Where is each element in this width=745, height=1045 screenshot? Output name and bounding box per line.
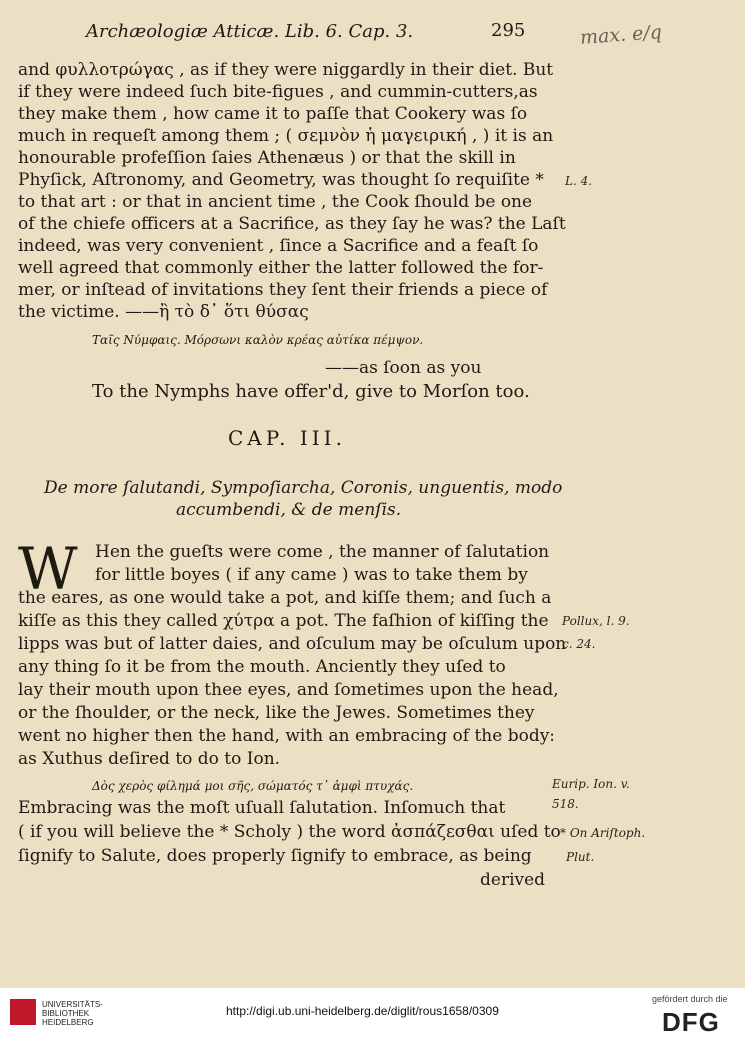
library-logo-icon [10, 999, 36, 1025]
chapter-line: ſignify to Salute, does properly ſignify to embrace, as being [18, 846, 532, 866]
body-line: much in requeſt among them ; ( σεμνὸν ἡ μαγειρική , ) it is an [18, 126, 554, 146]
chapter-line: Embracing was the moſt uſuall ſalutation. Inſomuch that [18, 798, 506, 818]
verse-english-1: ——as ſoon as you [325, 358, 482, 378]
funding-caption: gefördert durch die [652, 994, 728, 1004]
drop-cap: W [18, 535, 78, 603]
library-line-1: UNIVERSITÄTS- [42, 1000, 103, 1009]
greek-verse: Ταῖς Νύμφαις. Μόρσωνι καλὸν κρέας αὐτίκα πέμψον. [92, 333, 424, 347]
chapter-line: lay their mouth upon thee eyes, and ſometimes upon the head, [18, 680, 559, 700]
chapter-line: kiſſe as this they called χύτρα a pot. The faſhion of kiſſing the [18, 611, 549, 631]
chapter-line: the eares, as one would take a pot, and kiſſe them; and ſuch a [18, 588, 552, 608]
chapter-line: Hen the gueſts were come , the manner of ſalutation [95, 542, 550, 562]
body-line: mer, or inſtead of invitations they ſent their friends a piece of [18, 280, 548, 300]
body-line: they make them , how came it to paſſe that Cookery was ſo [18, 104, 528, 124]
library-line-3: HEIDELBERG [42, 1018, 94, 1027]
verse-english-2: To the Nymphs have offer'd, give to Morſon too. [92, 381, 530, 402]
greek-quote: Δὸς χερὸς φίλημά μοι σῆς, σώματός τ᾽ ἀμφὶ πτυχάς. [92, 779, 414, 793]
margin-note-plut: Plut. [566, 850, 595, 864]
permalink[interactable]: http://digi.ub.uni-heidelberg.de/diglit/rous1658/0309 [226, 1004, 499, 1018]
chapter-line: as Xuthus deſired to do to Ion. [18, 749, 281, 769]
margin-note-c24: c. 24. [562, 637, 596, 651]
handwritten-note: max. e/q [579, 21, 663, 49]
chapter-line: went no higher then the hand, with an embracing of the body: [18, 726, 556, 746]
chapter-title: CAP. III. [228, 426, 346, 450]
chapter-line: lipps was but of latter daies, and oſculum may be oſculum upon [18, 634, 567, 654]
margin-note-aristoph: * On Ariſtoph. [560, 826, 646, 840]
body-line: indeed, was very convenient , ſince a Sacrifice and a feaſt ſo [18, 236, 539, 256]
body-line: the victime. ——ἢ τὸ δ᾽ ὅτι θύσας [18, 302, 309, 322]
library-line-2: BIBLIOTHEK [42, 1009, 90, 1018]
library-name [42, 1000, 103, 1027]
margin-note-eurip: Eurip. Ion. v. [552, 777, 630, 791]
chapter-line: or the ſhoulder, or the neck, like the Jewes. Sometimes they [18, 703, 535, 723]
chapter-subtitle-1: De more ſalutandi, Sympoſiarcha, Coronis, unguentis, modo [44, 478, 563, 498]
dfg-logo: DFG [662, 1007, 720, 1037]
footer-bar [0, 988, 745, 1045]
running-title: Archæologiæ Atticæ. Lib. 6. Cap. 3. [86, 21, 414, 42]
chapter-line: ( if you will believe the * Scholy ) the word ἀσπάζεσθαι uſed to [18, 822, 561, 842]
page-number: 295 [491, 20, 526, 41]
catchword: derived [480, 870, 546, 890]
body-line: honourable profeſſion ſaies Athenæus ) or that the skill in [18, 148, 516, 168]
margin-note-l4: L. 4. [565, 174, 593, 188]
body-line: to that art : or that in ancient time , the Cook ſhould be one [18, 192, 533, 212]
body-line: if they were indeed ſuch bite-figues , and cummin-cutters,as [18, 82, 538, 102]
margin-note-518: 518. [552, 797, 579, 811]
margin-note-pollux: Pollux, l. 9. [562, 614, 630, 628]
chapter-subtitle-2: accumbendi, & de menſis. [176, 500, 402, 520]
body-line: of the chiefe officers at a Sacrifice, as they ſay he was? the Laſt [18, 214, 566, 234]
body-line: well agreed that commonly either the latter followed the for- [18, 258, 544, 278]
chapter-line: any thing ſo it be from the mouth. Anciently they uſed to [18, 657, 506, 677]
chapter-line: for little boyes ( if any came ) was to take them by [95, 565, 528, 585]
body-line: and φυλλοτρώγας , as if they were niggardly in their diet. But [18, 60, 554, 80]
body-line: Phyſick, Aſtronomy, and Geometry, was thought ſo requiſite * [18, 170, 544, 190]
